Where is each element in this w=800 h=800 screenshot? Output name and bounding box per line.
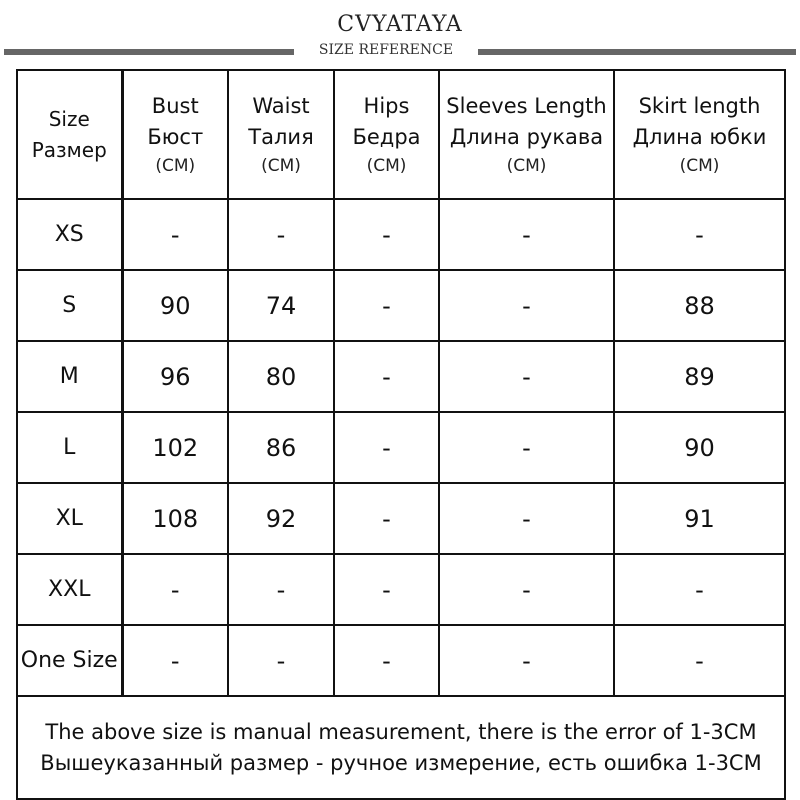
waist-cell: 80 bbox=[228, 341, 334, 412]
skirt-length-cell: - bbox=[614, 625, 785, 696]
header-ru: Бюст bbox=[147, 124, 204, 149]
header-cell-hips bbox=[334, 70, 439, 199]
bust-cell: 102 bbox=[122, 412, 228, 483]
skirt-length-cell: 89 bbox=[614, 341, 785, 412]
header-cell-waist bbox=[228, 70, 334, 199]
header-en: Waist bbox=[252, 93, 310, 118]
header-cell-bust bbox=[122, 70, 228, 199]
hips-cell: - bbox=[334, 483, 439, 554]
size-cell: One Size bbox=[17, 625, 122, 696]
skirt-length-cell: - bbox=[614, 199, 785, 270]
header-ru: Бедра bbox=[352, 124, 421, 149]
header-en: Hips bbox=[363, 93, 410, 118]
hips-cell: - bbox=[334, 341, 439, 412]
brand-title: CVYATAYA bbox=[337, 12, 463, 37]
measurement-note bbox=[17, 696, 785, 799]
header-unit: (CM) bbox=[155, 155, 196, 176]
size-cell: XL bbox=[17, 483, 122, 554]
skirt-length-cell: 91 bbox=[614, 483, 785, 554]
size-cell: L bbox=[17, 412, 122, 483]
header-en: Skirt length bbox=[638, 93, 761, 118]
size-reference-subtitle: SIZE REFERENCE bbox=[318, 42, 454, 58]
header-unit: (CM) bbox=[261, 155, 301, 176]
header-en: Size bbox=[48, 106, 90, 131]
note-english: The above size is manual measurement, there is the error of 1-3CM bbox=[45, 719, 757, 744]
table-row-xs bbox=[17, 199, 785, 270]
header-row bbox=[17, 70, 785, 199]
waist-cell: 92 bbox=[228, 483, 334, 554]
bust-cell: - bbox=[122, 199, 228, 270]
hips-cell: - bbox=[334, 270, 439, 341]
sleeves-length-cell: - bbox=[439, 270, 614, 341]
hips-cell: - bbox=[334, 625, 439, 696]
header-unit: (CM) bbox=[679, 155, 720, 176]
size-cell: M bbox=[17, 341, 122, 412]
header-unit: (CM) bbox=[506, 155, 547, 176]
header-ru: Длина рукава bbox=[449, 124, 604, 149]
table-row-m bbox=[17, 341, 785, 412]
table-row-s bbox=[17, 270, 785, 341]
header-ru: Длина юбки bbox=[632, 124, 767, 149]
bust-cell: 108 bbox=[122, 483, 228, 554]
header-cell-size bbox=[17, 70, 122, 199]
subtitle-row bbox=[0, 42, 800, 62]
waist-cell: 86 bbox=[228, 412, 334, 483]
header-cell-sleeves-length bbox=[439, 70, 614, 199]
bust-cell: 90 bbox=[122, 270, 228, 341]
divider-left bbox=[4, 49, 294, 55]
bust-cell: - bbox=[122, 625, 228, 696]
sleeves-length-cell: - bbox=[439, 199, 614, 270]
note-row bbox=[17, 696, 785, 799]
sleeves-length-cell: - bbox=[439, 483, 614, 554]
header-en: Bust bbox=[151, 93, 199, 118]
bust-cell: 96 bbox=[122, 341, 228, 412]
size-cell: XS bbox=[17, 199, 122, 270]
skirt-length-cell: - bbox=[614, 554, 785, 625]
table-row-l bbox=[17, 412, 785, 483]
size-cell: S bbox=[17, 270, 122, 341]
header-ru: Размер bbox=[31, 137, 107, 162]
hips-cell: - bbox=[334, 554, 439, 625]
waist-cell: - bbox=[228, 625, 334, 696]
sleeves-length-cell: - bbox=[439, 625, 614, 696]
table-row-one-size bbox=[17, 625, 785, 696]
note-russian: Вышеуказанный размер - ручное измерение, есть ошибка 1-3CM bbox=[40, 750, 762, 775]
waist-cell: - bbox=[228, 199, 334, 270]
size-cell: XXL bbox=[17, 554, 122, 625]
sleeves-length-cell: - bbox=[439, 412, 614, 483]
bust-cell: - bbox=[122, 554, 228, 625]
sleeves-length-cell: - bbox=[439, 554, 614, 625]
hips-cell: - bbox=[334, 412, 439, 483]
sleeves-length-cell: - bbox=[439, 341, 614, 412]
skirt-length-cell: 90 bbox=[614, 412, 785, 483]
table-row-xxl bbox=[17, 554, 785, 625]
size-table bbox=[16, 69, 786, 800]
header-ru: Талия bbox=[248, 124, 314, 149]
divider-right bbox=[478, 49, 796, 55]
waist-cell: 74 bbox=[228, 270, 334, 341]
skirt-length-cell: 88 bbox=[614, 270, 785, 341]
waist-cell: - bbox=[228, 554, 334, 625]
header-en: Sleeves Length bbox=[446, 93, 607, 118]
hips-cell: - bbox=[334, 199, 439, 270]
header-unit: (CM) bbox=[366, 155, 407, 176]
header-cell-skirt-length bbox=[614, 70, 785, 199]
table-row-xl bbox=[17, 483, 785, 554]
